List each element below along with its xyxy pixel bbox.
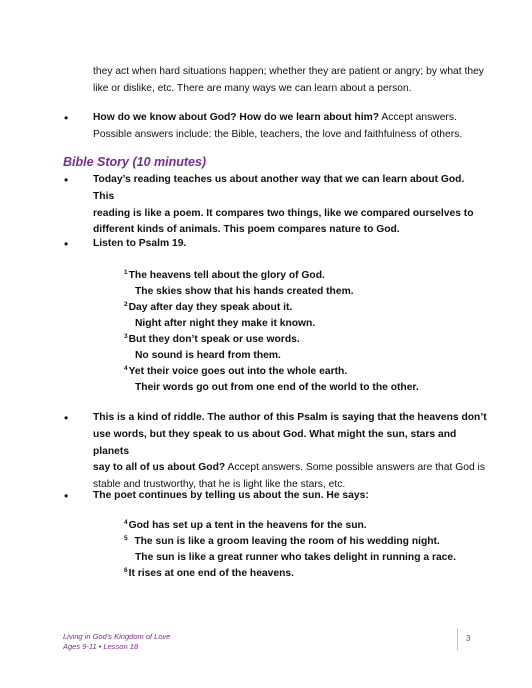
bullet-dot: •	[64, 173, 69, 187]
know-god-answers: Possible answers include: the Bible, teachers, the love and faithfulness of others.	[93, 128, 463, 140]
bullet-dot: •	[64, 411, 69, 425]
psalm-verse-b6: $^6$It rises at one end of the heavens.	[124, 566, 294, 579]
riddle-line-1: This is a kind of riddle. The author of this Psalm is saying that the heavens don’t	[93, 412, 487, 423]
footer-divider	[457, 628, 458, 650]
bullet-listen: Listen to Psalm 19.	[93, 238, 187, 249]
riddle-line-2: use words, but they speak to us about God. What might the sun, stars and planets	[93, 428, 457, 457]
section-heading: Bible Story (10 minutes)	[63, 155, 207, 169]
reading-line-2: reading is like a poem. It compares two things, like we compared ourselves to	[93, 207, 474, 219]
page-number: 3	[466, 634, 471, 643]
continuation-line-2: like or dislike, etc. There are many ways we can learn about a person.	[93, 82, 412, 94]
riddle-answers: Accept answers. Some possible answers are that God is	[225, 462, 485, 474]
know-god-accept: Accept answers.	[379, 112, 457, 123]
bullet-poet: The poet continues by telling us about the sun. He says:	[93, 490, 369, 501]
psalm-verse-1b: The skies show that his hands created them.	[135, 286, 354, 297]
psalm-verse-3: $^3$But they don’t speak or use words.	[124, 332, 300, 345]
reading-line-3: different kinds of animals. This poem compares nature to God.	[93, 224, 400, 236]
psalm-verse-2: $^2$Day after day they speak about it.	[124, 300, 293, 313]
bullet-dot: •	[64, 237, 69, 251]
psalm-verse-4: $^4$Yet their voice goes out into the whole earth.	[124, 364, 348, 377]
psalm-verse-3b: No sound is heard from them.	[135, 350, 281, 361]
psalm-verse-b4: $^4$God has set up a tent in the heavens for the sun.	[124, 518, 367, 531]
footer-subtitle: Ages 9-11 • Lesson 18	[63, 642, 139, 651]
reading-line-1: Today’s reading teaches us about another way that we can learn about God. This	[93, 174, 465, 202]
continuation-line-1: they act when hard situations happen; whether they are patient or angry; by what they	[93, 66, 484, 77]
know-god-question: How do we know about God? How do we learn about him?	[93, 112, 380, 123]
bullet-dot: •	[64, 489, 69, 503]
psalm-verse-b5b: The sun is like a great runner who takes delight in running a race.	[135, 552, 456, 563]
psalm-verse-1: $^1$The heavens tell about the glory of God.	[124, 268, 325, 281]
bullet-know-god	[93, 110, 488, 144]
psalm-verse-4b: Their words go out from one end of the world to the other.	[135, 382, 419, 393]
riddle-question: say to all of us about God?	[93, 462, 226, 474]
bullet-dot: •	[64, 111, 69, 125]
psalm-verse-b5: $^5$ The sun is like a groom leaving the room of his wedding night.	[124, 534, 440, 547]
bullet-reading	[93, 172, 488, 239]
footer-title: Living in God’s Kingdom of Love	[63, 632, 171, 641]
bullet-riddle	[93, 410, 488, 494]
psalm-verse-2b: Night after night they make it known.	[135, 318, 316, 329]
continuation-paragraph	[93, 64, 488, 98]
riddle-line-4: stable and trustworthy, that he is light like the stars, etc.	[93, 479, 346, 491]
